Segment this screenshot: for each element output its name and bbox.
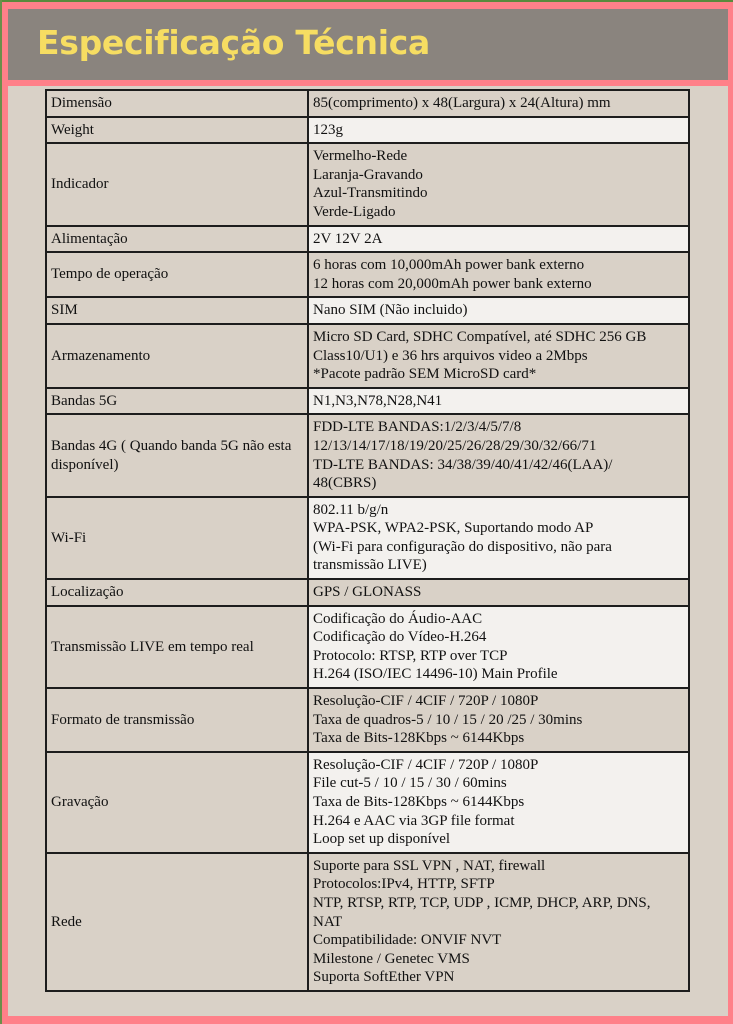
spec-value xyxy=(308,226,689,253)
spec-panel xyxy=(8,86,728,1016)
spec-value-line: 2V 12V 2A xyxy=(313,230,383,247)
spec-label: Localização xyxy=(46,579,308,606)
spec-value-line: 12 horas com 20,000mAh power bank externo xyxy=(313,275,592,292)
spec-value-line: GPS / GLONASS xyxy=(313,584,422,601)
spec-label: Bandas 4G ( Quando banda 5G não esta disponível) xyxy=(46,414,308,496)
spec-label: Indicador xyxy=(46,143,308,225)
spec-row-formato-transmissao xyxy=(46,688,689,752)
spec-value xyxy=(308,324,689,388)
spec-value-line: 6 horas com 10,000mAh power bank externo xyxy=(313,257,585,274)
spec-value-line: Compatibilidade: ONVIF NVT xyxy=(313,932,502,949)
spec-row-armazenamento xyxy=(46,324,689,388)
spec-value-line: 48(CBRS) xyxy=(313,475,377,492)
left-edge-line xyxy=(0,0,2,1024)
spec-value-line: 85(comprimento) x 48(Largura) x 24(Altura) mm xyxy=(313,95,611,111)
spec-row-indicador xyxy=(46,143,689,225)
spec-label: SIM xyxy=(46,297,308,324)
spec-value-line: Codificação do Áudio-AAC xyxy=(313,610,483,627)
spec-row-weight xyxy=(46,117,689,144)
spec-value xyxy=(308,688,689,752)
spec-row-alimentacao xyxy=(46,226,689,253)
spec-value-line: Milestone / Genetec VMS xyxy=(313,950,470,967)
spec-value-line: Suporta SoftEther VPN xyxy=(313,969,455,986)
spec-value-line: H.264 (ISO/IEC 14496-10) Main Profile xyxy=(313,666,558,683)
spec-value-line: Taxa de Bits-128Kbps ~ 6144Kbps xyxy=(313,794,525,810)
spec-value-line: *Pacote padrão SEM MicroSD card* xyxy=(313,366,537,383)
spec-row-sim xyxy=(46,297,689,324)
spec-value xyxy=(308,853,689,991)
spec-value-line: Nano SIM (Não incluido) xyxy=(313,302,468,319)
spec-value xyxy=(308,143,689,225)
spec-value xyxy=(308,606,689,688)
spec-label: Dimensão xyxy=(46,90,308,117)
spec-row-wifi xyxy=(46,497,689,579)
spec-value-line: WPA-PSK, WPA2-PSK, Suportando modo AP xyxy=(313,520,594,537)
spec-value-line: 12/13/14/17/18/19/20/25/26/28/29/30/32/66/71 xyxy=(313,437,597,454)
spec-value xyxy=(308,497,689,579)
spec-label: Formato de transmissão xyxy=(46,688,308,752)
spec-value xyxy=(308,579,689,606)
spec-label: Wi-Fi xyxy=(46,497,308,579)
spec-label: Bandas 5G xyxy=(46,388,308,415)
spec-value-line: Micro SD Card, SDHC Compatível, até SDHC 256 GB xyxy=(313,328,647,345)
spec-value-line: Protocolo: RTSP, RTP over TCP xyxy=(313,647,508,664)
spec-value-line: NAT xyxy=(313,913,343,930)
top-edge-line xyxy=(0,0,733,2)
spec-table xyxy=(45,89,690,992)
spec-value-line: 123g xyxy=(313,121,343,138)
spec-value-line: NTP, RTSP, RTP, TCP, UDP , ICMP, DHCP, ARP, DNS, xyxy=(313,894,651,911)
spec-value-line: H.264 e AAC via 3GP file format xyxy=(313,812,515,829)
spec-value-line: TD-LTE BANDAS: 34/38/39/40/41/42/46(LAA)/ xyxy=(313,456,613,473)
spec-value-line: Taxa de quadros-5 / 10 / 15 / 20 /25 / 30mins xyxy=(313,711,583,728)
spec-label: Transmissão LIVE em tempo real xyxy=(46,606,308,688)
spec-label: Tempo de operação xyxy=(46,252,308,297)
spec-value-line: Taxa de Bits-128Kbps ~ 6144Kbps xyxy=(313,730,525,747)
spec-value-line: 802.11 b/g/n xyxy=(313,501,389,518)
spec-value-line: Class10/U1) e 36 hrs arquivos video a 2Mbps xyxy=(313,347,588,364)
spec-value-line: FDD-LTE BANDAS:1/2/3/4/5/7/8 xyxy=(313,419,522,436)
spec-value xyxy=(308,252,689,297)
spec-value xyxy=(308,414,689,496)
spec-value xyxy=(308,752,689,853)
spec-row-rede xyxy=(46,853,689,991)
spec-value-line: Laranja-Gravando xyxy=(313,166,423,183)
spec-value-line: Codificação do Vídeo-H.264 xyxy=(313,629,487,646)
spec-value-line: Suporte para SSL VPN , NAT, firewall xyxy=(313,857,546,874)
spec-row-transmissao-live xyxy=(46,606,689,688)
spec-value-line: Resolução-CIF / 4CIF / 720P / 1080P xyxy=(313,693,539,710)
page-header xyxy=(8,9,728,80)
spec-row-dimensao xyxy=(46,90,689,117)
spec-value-line: Vermelho-Rede xyxy=(313,148,408,165)
spec-value-line: Loop set up disponível xyxy=(313,831,451,848)
spec-label: Rede xyxy=(46,853,308,991)
spec-value-line: Protocolos:IPv4, HTTP, SFTP xyxy=(313,876,495,893)
spec-row-bandas-4g xyxy=(46,414,689,496)
spec-value-line: N1,N3,N78,N28,N41 xyxy=(313,392,443,409)
spec-value-line: Verde-Ligado xyxy=(313,203,396,220)
spec-value-line: (Wi-Fi para configuração do dispositivo, não para xyxy=(313,538,612,555)
spec-value-line: transmissão LIVE) xyxy=(313,557,427,574)
spec-value-line: File cut-5 / 10 / 15 / 30 / 60mins xyxy=(313,775,507,792)
spec-label: Weight xyxy=(46,117,308,144)
spec-value xyxy=(308,297,689,324)
spec-label: Gravação xyxy=(46,752,308,853)
spec-value xyxy=(308,388,689,415)
spec-row-tempo-operacao xyxy=(46,252,689,297)
spec-row-localizacao xyxy=(46,579,689,606)
page-title: Especificação Técnica xyxy=(37,23,430,62)
spec-label: Alimentação xyxy=(46,226,308,253)
spec-row-bandas-5g xyxy=(46,388,689,415)
spec-value xyxy=(308,117,689,144)
spec-label: Armazenamento xyxy=(46,324,308,388)
spec-value xyxy=(308,90,689,117)
spec-row-gravacao xyxy=(46,752,689,853)
spec-value-line: Resolução-CIF / 4CIF / 720P / 1080P xyxy=(313,756,539,773)
spec-value-line: Azul-Transmitindo xyxy=(313,185,428,202)
